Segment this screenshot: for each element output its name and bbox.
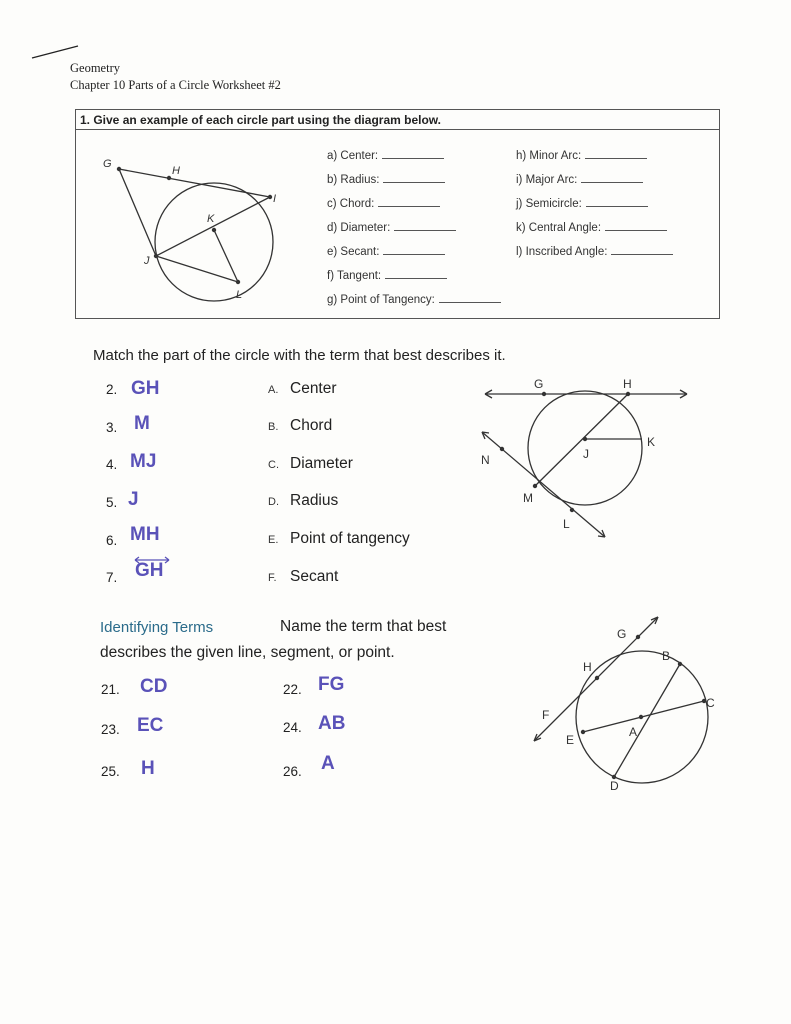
id-answer-22: FG bbox=[318, 674, 345, 695]
label-h2: H bbox=[623, 377, 632, 391]
label-l: L bbox=[236, 289, 243, 301]
part-d: d) Diameter: bbox=[327, 220, 456, 234]
id-answer-23: EC bbox=[137, 715, 164, 736]
label-a3: A bbox=[629, 725, 638, 739]
id-num-21: 21. bbox=[101, 682, 120, 697]
course-title: Geometry bbox=[70, 61, 120, 75]
id-answer-26: A bbox=[321, 753, 335, 774]
question-1-prompt: 1. Give an example of each circle part using the diagram below. bbox=[80, 113, 442, 127]
id-num-25: 25. bbox=[101, 764, 120, 779]
match-num-6: 6. bbox=[106, 533, 118, 548]
circle-diagram-1 bbox=[95, 150, 295, 310]
matching-title: Match the part of the circle with the term that best describes it. bbox=[93, 347, 506, 364]
term-d: D. Radius bbox=[268, 492, 339, 509]
label-g3: G bbox=[617, 627, 627, 641]
worksheet-title: Chapter 10 Parts of a Circle Worksheet #2 bbox=[70, 78, 281, 92]
match-answer-6: MH bbox=[130, 524, 160, 545]
part-k: k) Central Angle: bbox=[516, 220, 667, 234]
label-m2: M bbox=[523, 491, 533, 505]
part-a: a) Center: bbox=[327, 148, 444, 162]
part-j: j) Semicircle: bbox=[516, 196, 648, 210]
id-answer-25: H bbox=[141, 758, 155, 779]
label-h: H bbox=[172, 165, 180, 177]
part-f: f) Tangent: bbox=[327, 268, 447, 282]
match-answer-2: GH bbox=[131, 378, 160, 399]
id-num-24: 24. bbox=[283, 720, 302, 735]
part-c: c) Chord: bbox=[327, 196, 440, 210]
part-e: e) Secant: bbox=[327, 244, 445, 258]
identifying-instruction-2: describes the given line, segment, or point. bbox=[100, 644, 395, 661]
identifying-title: Identifying Terms bbox=[100, 619, 214, 636]
label-j2: J bbox=[583, 447, 589, 461]
label-k: K bbox=[207, 213, 215, 225]
match-answer-4: MJ bbox=[130, 451, 157, 472]
label-d3: D bbox=[610, 779, 619, 793]
match-num-4: 4. bbox=[106, 457, 118, 472]
label-g2: G bbox=[534, 377, 544, 391]
label-i: I bbox=[273, 193, 277, 205]
label-l2: L bbox=[563, 517, 570, 531]
part-h: h) Minor Arc: bbox=[516, 148, 647, 162]
match-num-7: 7. bbox=[106, 570, 118, 585]
label-b3: B bbox=[662, 649, 671, 663]
label-f3: F bbox=[542, 708, 550, 722]
term-f: F. Secant bbox=[268, 568, 339, 585]
match-num-5: 5. bbox=[106, 495, 118, 510]
label-g: G bbox=[103, 158, 112, 170]
label-h3: H bbox=[583, 660, 592, 674]
part-i: i) Major Arc: bbox=[516, 172, 643, 186]
label-e3: E bbox=[566, 733, 575, 747]
id-num-22: 22. bbox=[283, 682, 302, 697]
label-n2: N bbox=[481, 453, 490, 467]
id-num-23: 23. bbox=[101, 722, 120, 737]
part-g: g) Point of Tangency: bbox=[327, 292, 501, 306]
match-num-3: 3. bbox=[106, 420, 118, 435]
match-answer-7: GH bbox=[135, 560, 164, 582]
id-num-26: 26. bbox=[283, 764, 302, 779]
match-num-2: 2. bbox=[106, 382, 118, 397]
circle-diagram-2 bbox=[475, 370, 700, 550]
id-answer-21: CD bbox=[140, 676, 168, 697]
label-j: J bbox=[144, 255, 150, 267]
term-e: E. Point of tangency bbox=[268, 530, 410, 547]
circle-diagram-3 bbox=[525, 610, 725, 800]
term-a: A. Center bbox=[268, 380, 337, 397]
match-answer-3: M bbox=[134, 413, 150, 434]
identifying-instruction: Name the term that best bbox=[280, 618, 447, 635]
term-b: B. Chord bbox=[268, 417, 333, 434]
match-answer-5: J bbox=[128, 489, 139, 510]
id-answer-24: AB bbox=[318, 713, 346, 734]
label-k2: K bbox=[647, 435, 656, 449]
part-b: b) Radius: bbox=[327, 172, 445, 186]
part-l: l) Inscribed Angle: bbox=[516, 244, 673, 258]
label-c3: C bbox=[706, 696, 715, 710]
pen-mark bbox=[30, 42, 90, 62]
term-c: C. Diameter bbox=[268, 455, 353, 472]
line-arrow-icon bbox=[133, 555, 173, 564]
